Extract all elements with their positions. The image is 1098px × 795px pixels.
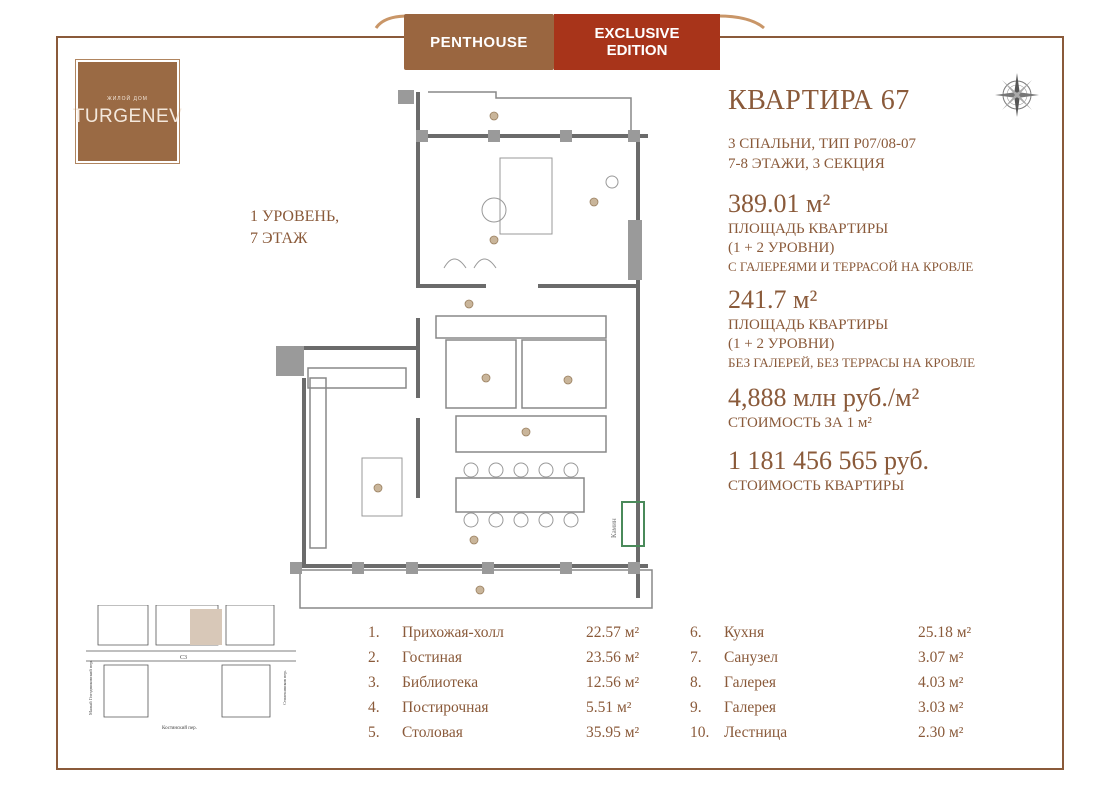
apartment-title: КВАРТИРА 67 <box>728 85 910 116</box>
room-name: Прихожая-холл <box>402 624 504 641</box>
room-area: 23.56 м² <box>586 649 640 666</box>
area-total-label1: ПЛОЩАДЬ КВАРТИРЫ <box>728 221 889 237</box>
price-total-label: СТОИМОСТЬ КВАРТИРЫ <box>728 478 905 494</box>
room-num: 5. <box>368 724 380 741</box>
room-area: 25.18 м² <box>918 624 972 641</box>
site-map-street-left: Малый Гнездниковский пер. <box>88 660 93 715</box>
room-area: 5.51 м² <box>586 699 632 716</box>
ribbon-right-cap <box>716 14 768 30</box>
room-num: 2. <box>368 649 380 666</box>
area-net-value: 241.7 м² <box>728 285 818 314</box>
apartment-type <box>728 134 1048 174</box>
room-num: 3. <box>368 674 380 691</box>
penthouse-badge-label: PENTHOUSE <box>430 33 528 51</box>
type-line1: 3 СПАЛЬНИ, ТИП P07/08-07 <box>728 136 916 152</box>
area-net-label2: (1 + 2 УРОВНИ) <box>728 336 835 352</box>
area-net-label1: ПЛОЩАДЬ КВАРТИРЫ <box>728 317 889 333</box>
site-map-street-right: Столешников пер. <box>282 670 287 705</box>
exclusive-badge-line1: EXCLUSIVE <box>594 25 680 42</box>
logo-subtitle: ЖИЛОЙ ДОМ <box>107 95 148 102</box>
room-num: 6. <box>690 624 702 641</box>
room-area: 3.03 м² <box>918 699 964 716</box>
turgenev-logo <box>72 62 183 161</box>
room-name: Кухня <box>724 624 765 641</box>
room-num: 7. <box>690 649 702 666</box>
penthouse-badge <box>404 14 554 70</box>
price-per-m2-value: 4,888 млн руб./м² <box>728 383 920 412</box>
room-num: 1. <box>368 624 380 641</box>
type-line2: 7-8 ЭТАЖИ, 3 СЕКЦИЯ <box>728 156 885 172</box>
site-map-street-bottom: Костянский пер. <box>162 726 197 731</box>
room-area: 2.30 м² <box>918 724 964 741</box>
area-total-value: 389.01 м² <box>728 189 831 218</box>
room-name: Лестница <box>724 724 788 741</box>
room-name: Санузел <box>724 649 779 666</box>
room-num: 8. <box>690 674 702 691</box>
room-area: 22.57 м² <box>586 624 640 641</box>
room-area: 4.03 м² <box>918 674 964 691</box>
site-map-section: С3 <box>180 655 188 661</box>
exclusive-badge-line2: EDITION <box>606 42 668 59</box>
room-area: 3.07 м² <box>918 649 964 666</box>
apartment-info <box>728 84 1048 496</box>
room-num: 10. <box>690 724 710 741</box>
room-area: 12.56 м² <box>586 674 640 691</box>
price-per-m2-label: СТОИМОСТЬ ЗА 1 м² <box>728 415 872 431</box>
level-line1: 1 УРОВЕНЬ, <box>250 208 340 225</box>
room-name: Галерея <box>724 699 776 716</box>
room-num: 9. <box>690 699 702 716</box>
room-name: Постирочная <box>402 699 489 716</box>
exclusive-edition-badge <box>554 14 720 70</box>
area-total-label3: С ГАЛЕРЕЯМИ И ТЕРРАСОЙ НА КРОВЛЕ <box>728 259 974 274</box>
area-net-label3: БЕЗ ГАЛЕРЕЙ, БЕЗ ТЕРРАСЫ НА КРОВЛЕ <box>728 355 976 370</box>
room-area: 35.95 м² <box>586 724 640 741</box>
fireplace-mark <box>622 502 644 546</box>
room-name: Столовая <box>402 724 463 741</box>
room-name: Библиотека <box>402 674 479 691</box>
plan-fireplace-label: Камин <box>610 518 618 538</box>
logo-name: TURGENEV <box>72 105 183 127</box>
area-total-label2: (1 + 2 УРОВНИ) <box>728 240 835 256</box>
price-total-value: 1 181 456 565 руб. <box>728 446 930 475</box>
room-name: Галерея <box>724 674 776 691</box>
site-map <box>86 605 296 735</box>
room-name: Гостиная <box>402 649 462 666</box>
room-num: 4. <box>368 699 380 716</box>
site-map-highlight <box>190 609 222 645</box>
level-line2: 7 ЭТАЖ <box>250 230 308 247</box>
floor-plan <box>276 78 660 612</box>
